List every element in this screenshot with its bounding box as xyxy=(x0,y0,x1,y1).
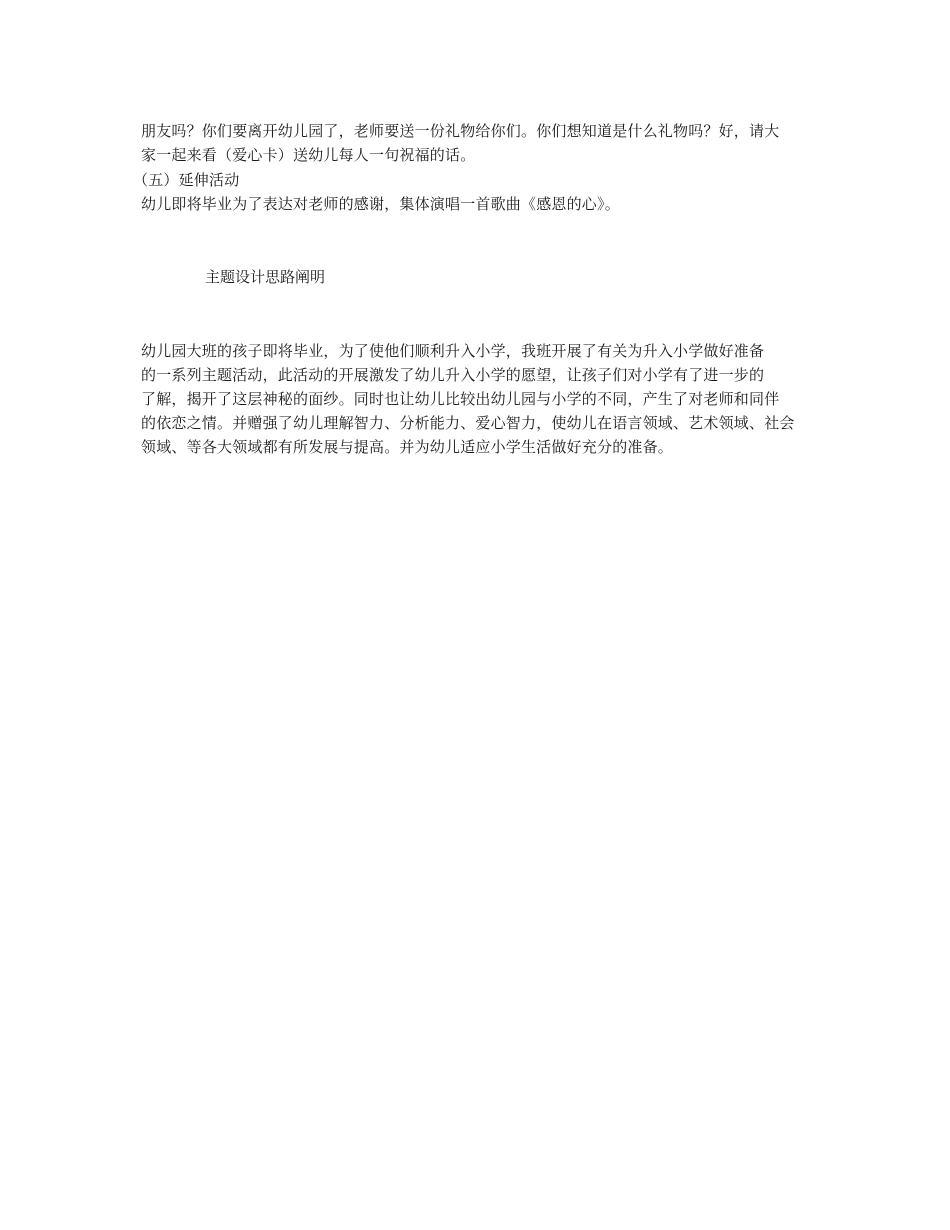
paragraph-gift-line-2: 家一起来看（爱心卡）送幼儿每人一句祝福的话。 xyxy=(141,146,476,164)
paragraph-design-line-1: 幼儿园大班的孩子即将毕业，为了使他们顺利升入小学，我班开展了有关为升入小学做好准备 xyxy=(141,342,765,360)
section-5-title: （五）延伸活动 xyxy=(133,171,240,189)
design-heading: 主题设计思路阐明 xyxy=(205,268,326,286)
paragraph-extension: 幼儿即将毕业为了表达对老师的感谢，集体演唱一首歌曲《感恩的心》。 xyxy=(141,195,620,213)
paragraph-design-line-3: 了解，揭开了这层神秘的面纱。同时也让幼儿比较出幼儿园与小学的不同，产生了对老师和同伴 xyxy=(141,390,780,408)
paragraph-gift-line-1: 朋友吗？你们要离开幼儿园了，老师要送一份礼物给你们。你们想知道是什么礼物吗？好，请大 xyxy=(141,122,780,140)
paragraph-design-line-4: 的依恋之情。并赠强了幼儿理解智力、分析能力、爱心智力，使幼儿在语言领域、艺术领域、社会 xyxy=(141,414,795,432)
paragraph-design-line-5: 领域、等各大领域都有所发展与提高。并为幼儿适应小学生活做好充分的准备。 xyxy=(141,438,674,456)
paragraph-design-line-2: 的一系列主题活动，此活动的开展激发了幼儿升入小学的愿望，让孩子们对小学有了进一步的 xyxy=(141,366,765,384)
